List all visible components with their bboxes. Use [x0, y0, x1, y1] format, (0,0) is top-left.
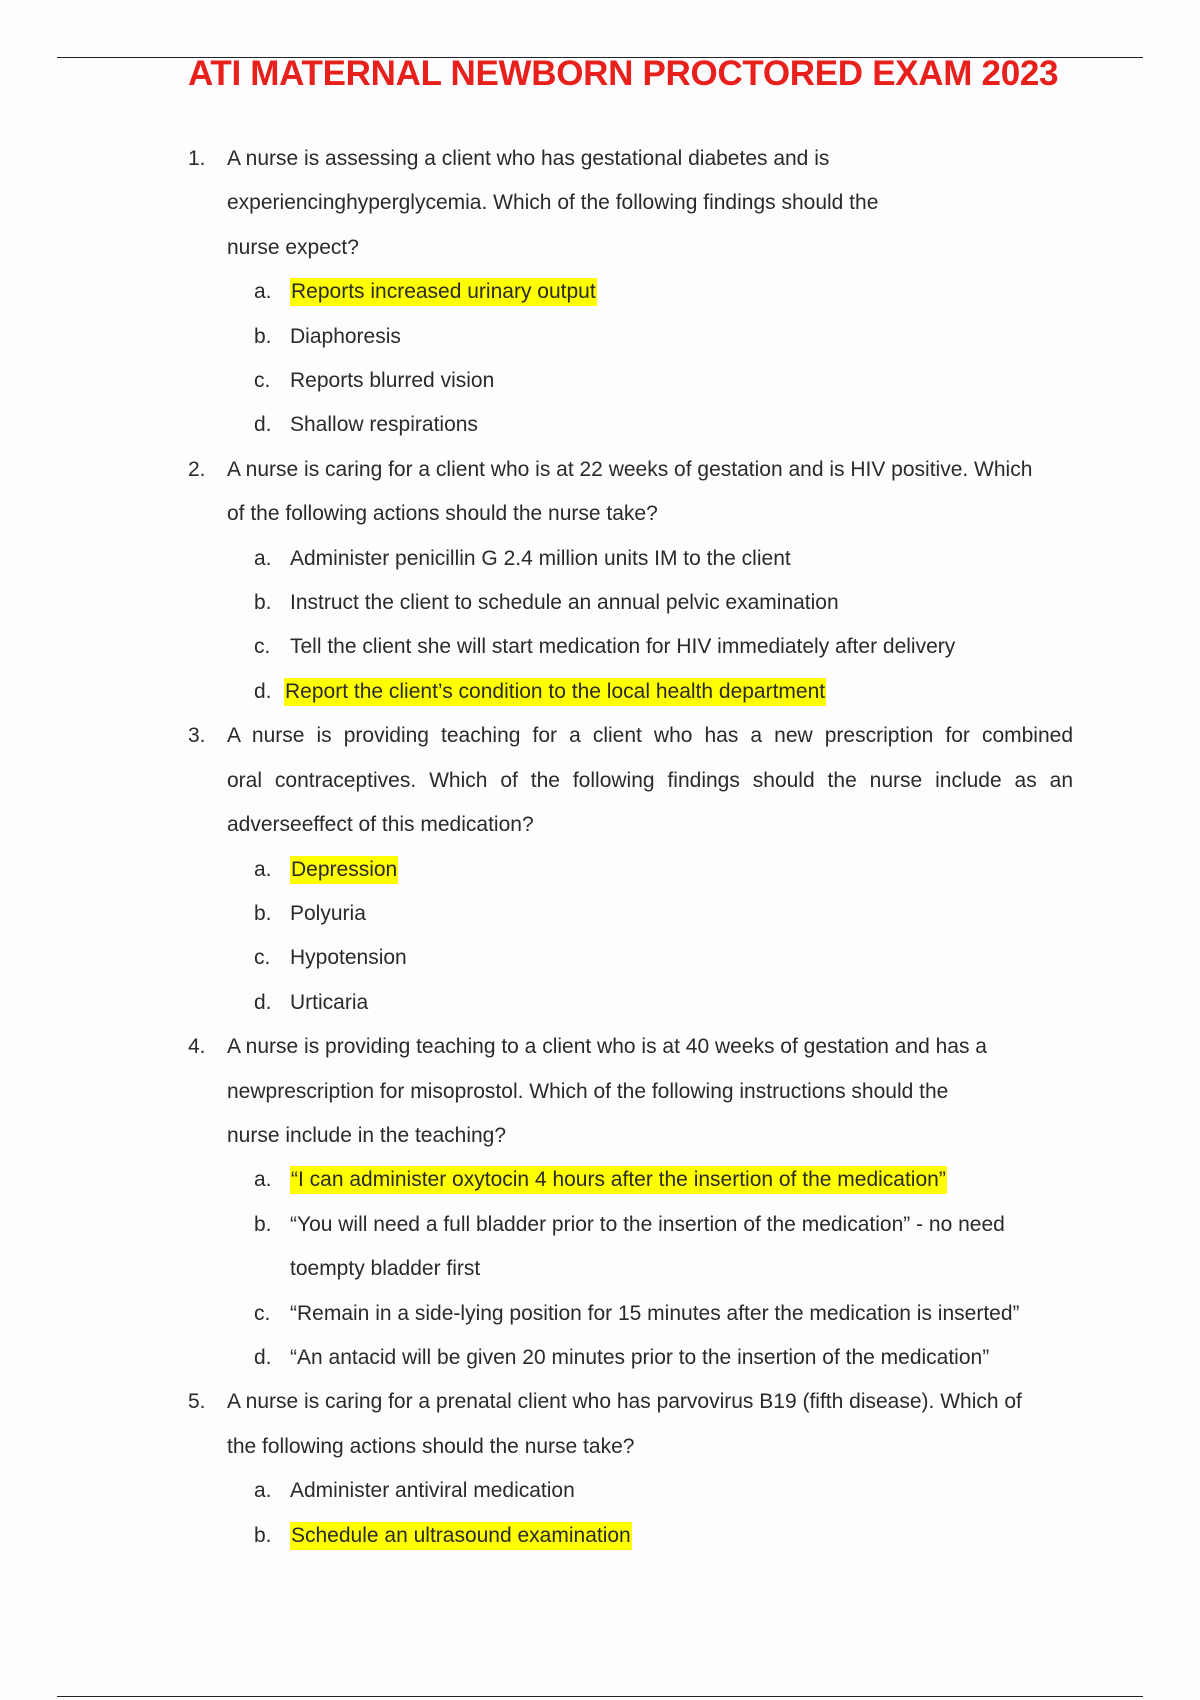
- answer-option-2a: [254, 537, 1073, 581]
- option-text: Hypotension: [290, 946, 407, 970]
- question-line: A nurse is providing teaching for a client who has a new prescription for combined: [227, 724, 1073, 748]
- highlighted-answer: Schedule an ultrasound examination: [290, 1522, 632, 1550]
- question-list: [188, 137, 1073, 1558]
- answer-option-5b: [254, 1514, 1073, 1558]
- option-letter: c.: [254, 946, 271, 970]
- option-letter: c.: [254, 369, 271, 393]
- question-line: nurse include in the teaching?: [227, 1123, 507, 1147]
- question-number: 1.: [188, 147, 206, 170]
- option-text: “An antacid will be given 20 minutes prior to the insertion of the medication”: [290, 1345, 990, 1369]
- question-1: [188, 137, 1073, 270]
- highlighted-answer: Depression: [290, 856, 398, 884]
- answer-option-1b: [254, 315, 1073, 359]
- option-text: “Remain in a side-lying position for 15 minutes after the medication is inserted”: [290, 1301, 1020, 1325]
- answer-option-1c: [254, 359, 1073, 403]
- option-letter: a.: [254, 280, 272, 304]
- option-letter: d.: [254, 679, 272, 703]
- answer-option-4d: [254, 1336, 1073, 1380]
- option-text: Reports blurred vision: [290, 369, 495, 393]
- answer-option-2b: [254, 581, 1073, 625]
- highlighted-answer: Reports increased urinary output: [290, 278, 597, 306]
- highlighted-answer: Report the client’s condition to the local health department: [284, 678, 826, 706]
- option-letter: a.: [254, 1168, 272, 1192]
- option-letter: d.: [254, 1345, 272, 1369]
- option-letter: d.: [254, 990, 272, 1014]
- option-letter: a.: [254, 1479, 272, 1503]
- question-line: oral contraceptives. Which of the following findings should the nurse include as an: [227, 768, 1073, 792]
- option-letter: a.: [254, 546, 272, 570]
- answer-option-1a: [254, 270, 1073, 314]
- option-letter: d.: [254, 413, 272, 437]
- question-line: experiencinghyperglycemia. Which of the following findings should the: [227, 191, 879, 215]
- question-text: [227, 137, 1073, 270]
- question-line: A nurse is assessing a client who has gestational diabetes and is: [227, 147, 830, 170]
- question-5: [188, 1380, 1073, 1469]
- option-letter: b.: [254, 324, 272, 348]
- question-line: of the following actions should the nurse take?: [227, 502, 658, 526]
- answer-option-4a: [254, 1158, 1073, 1202]
- option-text: “You will need a full bladder prior to the insertion of the medication” - no need: [290, 1212, 1005, 1236]
- answer-option-2d: [254, 670, 1073, 714]
- option-text: Diaphoresis: [290, 324, 401, 348]
- question-number: 2.: [188, 457, 206, 481]
- question-text: [227, 714, 1073, 847]
- option-text: Administer antiviral medication: [290, 1479, 575, 1503]
- answer-option-3d: [254, 981, 1073, 1025]
- answer-option-3a: [254, 848, 1073, 892]
- option-letter: b.: [254, 901, 272, 925]
- question-text: [227, 448, 1073, 537]
- question-2: [188, 448, 1073, 537]
- question-3: [188, 714, 1073, 847]
- question-number: 5.: [188, 1390, 206, 1414]
- question-line: nurse expect?: [227, 235, 359, 259]
- option-text: Instruct the client to schedule an annual pelvic examination: [290, 591, 839, 615]
- question-line: A nurse is providing teaching to a client who is at 40 weeks of gestation and has a: [227, 1035, 987, 1059]
- question-4: [188, 1025, 1073, 1158]
- option-letter: c.: [254, 1301, 271, 1325]
- option-letter: b.: [254, 1523, 272, 1547]
- answer-option-2c: [254, 625, 1073, 669]
- option-letter: c.: [254, 635, 271, 659]
- page-title: ATI MATERNAL NEWBORN PROCTORED EXAM 2023: [188, 54, 1059, 93]
- option-text: Tell the client she will start medication for HIV immediately after delivery: [290, 635, 956, 659]
- question-line: adverseeffect of this medication?: [227, 813, 534, 837]
- answer-option-4c: [254, 1292, 1073, 1336]
- question-line: A nurse is caring for a client who is at 22 weeks of gestation and is HIV positive. Which: [227, 457, 1033, 481]
- question-line: newprescription for misoprostol. Which of the following instructions should the: [227, 1079, 949, 1103]
- option-letter: b.: [254, 591, 272, 615]
- question-line: A nurse is caring for a prenatal client who has parvovirus B19 (fifth disease). Which of: [227, 1390, 1022, 1414]
- answer-option-3c: [254, 936, 1073, 980]
- answer-option-4b: [254, 1203, 1073, 1292]
- option-text: Urticaria: [290, 990, 369, 1014]
- question-number: 3.: [188, 724, 206, 748]
- option-letter: a.: [254, 857, 272, 881]
- question-number: 4.: [188, 1035, 206, 1059]
- answer-option-3b: [254, 892, 1073, 936]
- answer-option-1d: [254, 403, 1073, 447]
- option-text: Shallow respirations: [290, 413, 478, 437]
- question-text: [227, 1380, 1073, 1469]
- bottom-rule: [57, 1696, 1143, 1697]
- option-text: Administer penicillin G 2.4 million units IM to the client: [290, 546, 791, 570]
- question-text: [227, 1025, 1073, 1158]
- answer-option-5a: [254, 1469, 1073, 1513]
- option-text: Polyuria: [290, 901, 366, 925]
- option-letter: b.: [254, 1212, 272, 1236]
- option-text: toempty bladder first: [290, 1257, 481, 1281]
- question-line: the following actions should the nurse take?: [227, 1434, 635, 1458]
- highlighted-answer: “I can administer oxytocin 4 hours after the insertion of the medication”: [290, 1166, 947, 1194]
